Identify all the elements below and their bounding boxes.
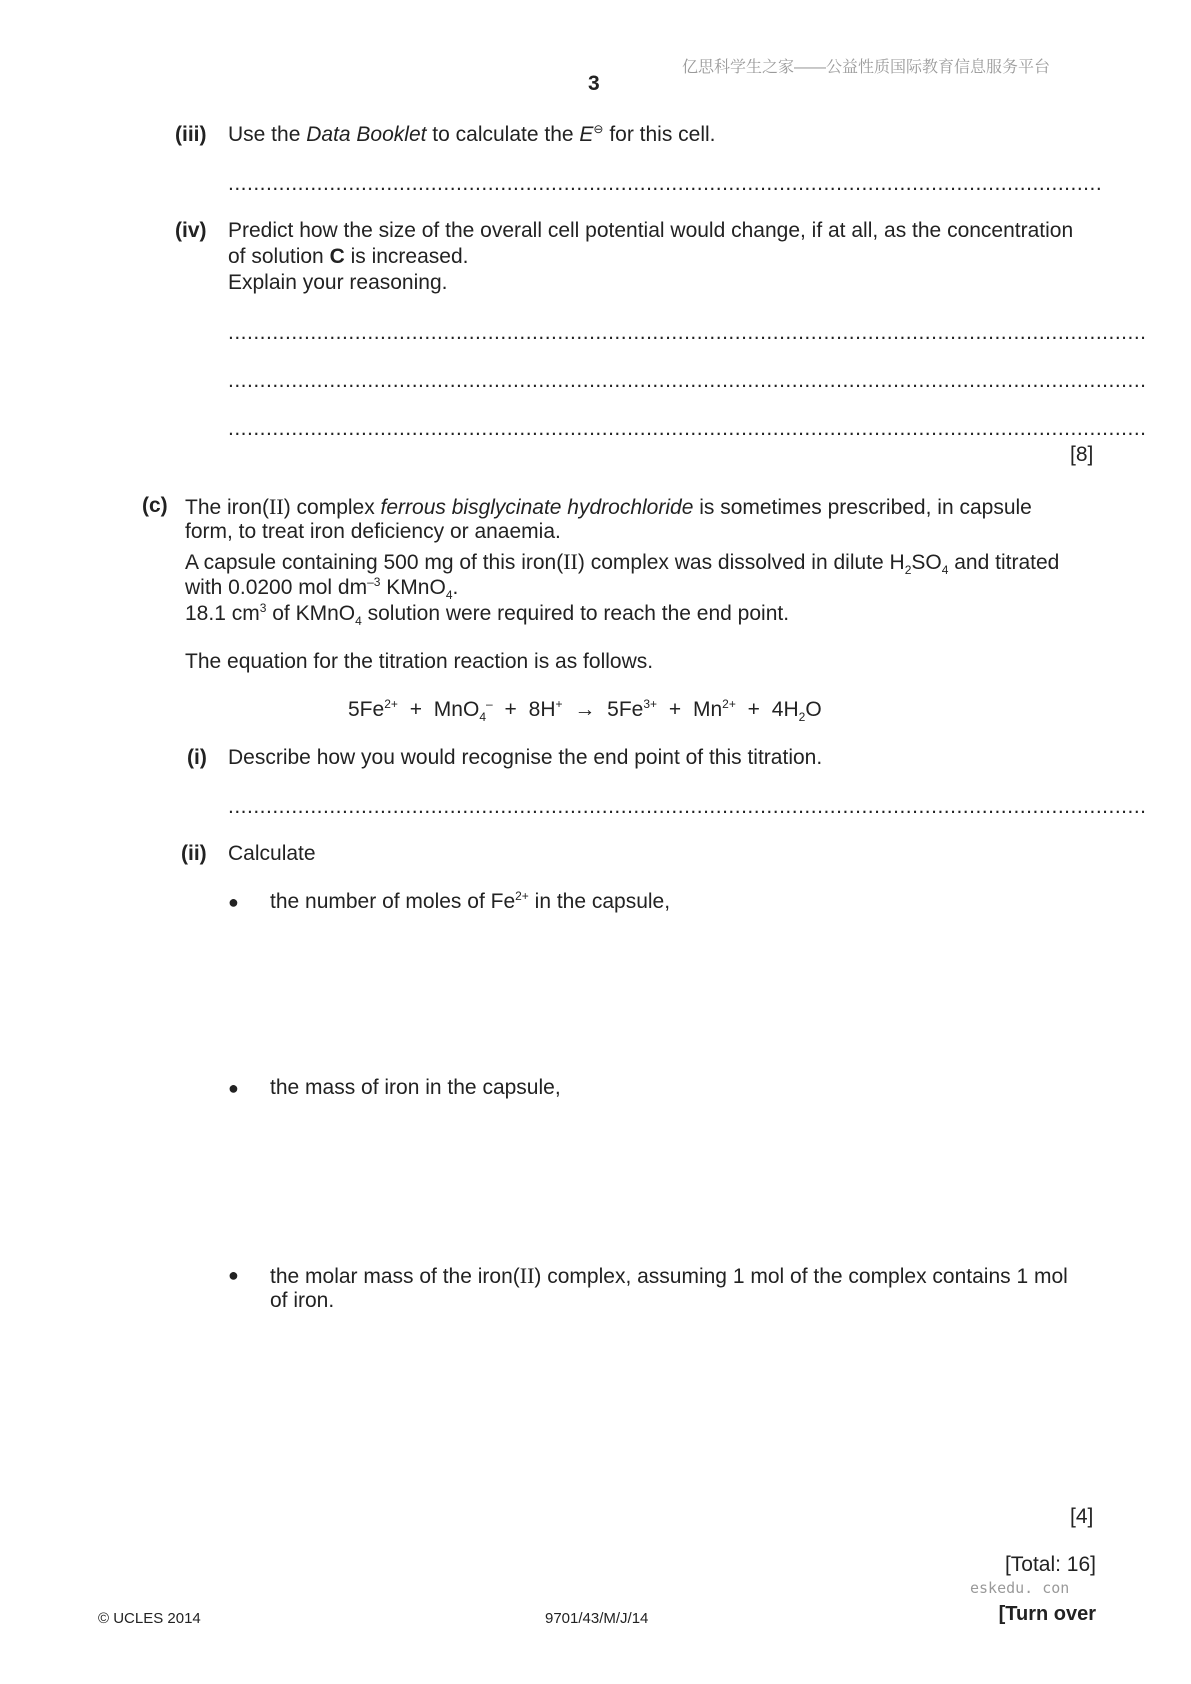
question-c-para3: 18.1 $cm^3$ of KMnO$_4$ solution were required to reach the end point.	[185, 601, 790, 629]
question-c-para2-line2: with 0.0200 mol $dm^{-3}$ KMnO$_4$.	[185, 575, 459, 603]
turn-over: [Turn over	[998, 1603, 1096, 1625]
question-iv-line2: of solution C is increased.	[228, 245, 469, 268]
question-iv-line3: Explain your reasoning.	[228, 271, 448, 294]
question-label-c-i: (i)	[187, 746, 207, 769]
paper-code: 9701/43/M/J/14	[545, 1610, 649, 1627]
question-c-para4: The equation for the titration reaction is as follows.	[185, 650, 654, 673]
bullet-icon-3: ●	[228, 1265, 239, 1285]
bullet2-text: the mass of iron in the capsule,	[270, 1076, 561, 1099]
question-label-iii: (iii)	[175, 123, 207, 146]
question-c-para2-line1: A capsule containing 500 mg of this iron(II) complex was dissolved in dilute $H_2SO_4$ and titrated	[185, 549, 1060, 578]
copyright: © UCLES 2014	[98, 1610, 201, 1627]
question-c-ii-text: Calculate	[228, 842, 316, 865]
question-c-i-text: Describe how you would recognise the end point of this titration.	[228, 746, 823, 769]
marks-c: [4]	[1070, 1505, 1094, 1528]
bullet3-line1: the molar mass of the iron(II) complex, assuming 1 mol of the complex contains 1 mol	[270, 1263, 1068, 1288]
answer-line-iii[interactable]: ..........................................................................................................................................	[228, 172, 1103, 195]
question-c-para1-line2: form, to treat iron deficiency or anaemia.	[185, 520, 561, 543]
bullet1-text: the number of moles of $Fe^{2+}$ in the capsule,	[270, 889, 671, 913]
question-label-iv: (iv)	[175, 219, 207, 242]
answer-line-iv-2[interactable]: .................................................................................................................................................	[228, 369, 1147, 392]
answer-line-iv-1[interactable]: .................................................................................................................................................	[228, 321, 1147, 344]
marks-b: [8]	[1070, 443, 1094, 466]
answer-line-c-i[interactable]: .................................................................................................................................................	[228, 795, 1147, 818]
question-iii-text: Use the Data Booklet to calculate the E⊖ for this cell.	[228, 122, 716, 146]
titration-equation: $5Fe^{2+} + MnO_4^- + 8H^+ \to 5Fe^{3+} + Mn^{2+} + 4H_2O$	[348, 697, 822, 725]
page-number: 3	[588, 72, 600, 95]
question-iv-line1: Predict how the size of the overall cell potential would change, if at all, as the concentration	[228, 219, 1074, 242]
question-label-c: (c)	[142, 494, 168, 517]
bullet3-line2: of iron.	[270, 1289, 335, 1312]
total-marks: [Total: 16]	[1004, 1553, 1096, 1576]
question-label-c-ii: (ii)	[181, 842, 207, 865]
bullet-icon-2: ●	[228, 1078, 239, 1098]
question-c-para1-line1: The iron(II) complex ferrous bisglycinate hydrochloride is sometimes prescribed, in capsule	[185, 494, 1032, 519]
site-watermark: eskedu. con	[970, 1579, 1070, 1597]
watermark-text: 亿思科学生之家——公益性质国际教育信息服务平台	[682, 59, 1051, 76]
bullet-icon-1: ●	[228, 892, 239, 912]
answer-line-iv-3[interactable]: .................................................................................................................................................	[228, 417, 1147, 440]
